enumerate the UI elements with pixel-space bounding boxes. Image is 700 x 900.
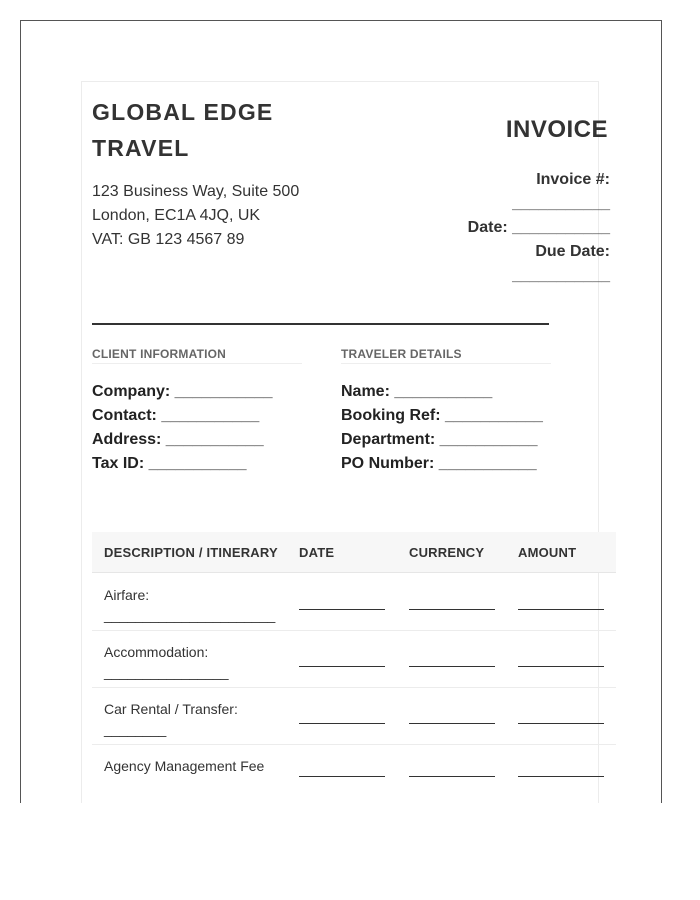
company-name: GLOBAL EDGE TRAVEL [92,99,274,161]
table-row [92,744,616,800]
invoice-number-label: Invoice #: [536,171,610,188]
table-row [92,573,616,631]
due-date-label: Due Date: [535,243,610,260]
invoice-meta [410,168,610,288]
row-date-field[interactable] [299,650,385,670]
row-currency-field[interactable] [409,760,495,780]
traveler-name-field[interactable]: Name: ___________ [341,383,493,400]
col-amount: AMOUNT [518,545,577,560]
client-company-field[interactable]: Company: ___________ [92,383,273,400]
address-line-1: 123 Business Way, Suite 500 [92,183,300,200]
col-description: DESCRIPTION / ITINERARY [104,545,278,560]
row-label: Accommodation: [104,644,209,660]
po-number-field[interactable]: PO Number: ___________ [341,455,537,472]
row-label: Agency Management Fee [104,758,265,774]
client-contact-field[interactable]: Contact: ___________ [92,407,260,424]
row-date-field[interactable] [299,593,385,613]
client-info-heading: CLIENT INFORMATION [92,347,302,364]
row-label: Car Rental / Transfer: [104,701,238,717]
row-description [104,642,229,682]
row-date-field[interactable] [299,760,385,780]
client-tax-id-field[interactable]: Tax ID: ___________ [92,455,247,472]
row-currency-field[interactable] [409,593,495,613]
row-currency-field[interactable] [409,650,495,670]
booking-ref-field[interactable]: Booking Ref: ___________ [341,407,543,424]
department-field[interactable]: Department: ___________ [341,431,538,448]
row-amount-field[interactable] [518,650,604,670]
row-amount-field[interactable] [518,593,604,613]
row-description [104,585,275,625]
invoice-title: INVOICE [505,116,608,143]
col-currency: CURRENCY [409,545,485,560]
invoice-date-field[interactable]: Date: ___________ [467,219,610,236]
company-address [92,180,299,252]
row-description [104,756,264,776]
table-row [92,630,616,688]
row-description-field[interactable]: ________ [104,721,167,737]
client-info-fields [92,380,273,476]
vat-number: VAT: GB 123 4567 89 [92,231,245,248]
traveler-details-fields [341,380,543,476]
itinerary-table-header [92,532,616,573]
due-date-field[interactable]: ___________ [512,267,610,284]
row-amount-field[interactable] [518,760,604,780]
invoice-number-field[interactable]: ___________ [512,195,610,212]
row-currency-field[interactable] [409,707,495,727]
col-date: DATE [299,545,335,560]
client-address-field[interactable]: Address: ___________ [92,431,264,448]
row-amount-field[interactable] [518,707,604,727]
row-description [104,699,238,739]
row-date-field[interactable] [299,707,385,727]
row-description-field[interactable]: ______________________ [104,607,276,623]
address-line-2: London, EC1A 4JQ, UK [92,207,261,224]
header-divider [92,323,549,325]
table-row [92,687,616,745]
traveler-details-heading: TRAVELER DETAILS [341,347,551,364]
row-description-field[interactable]: ________________ [104,664,229,680]
row-label: Airfare: [104,587,150,603]
